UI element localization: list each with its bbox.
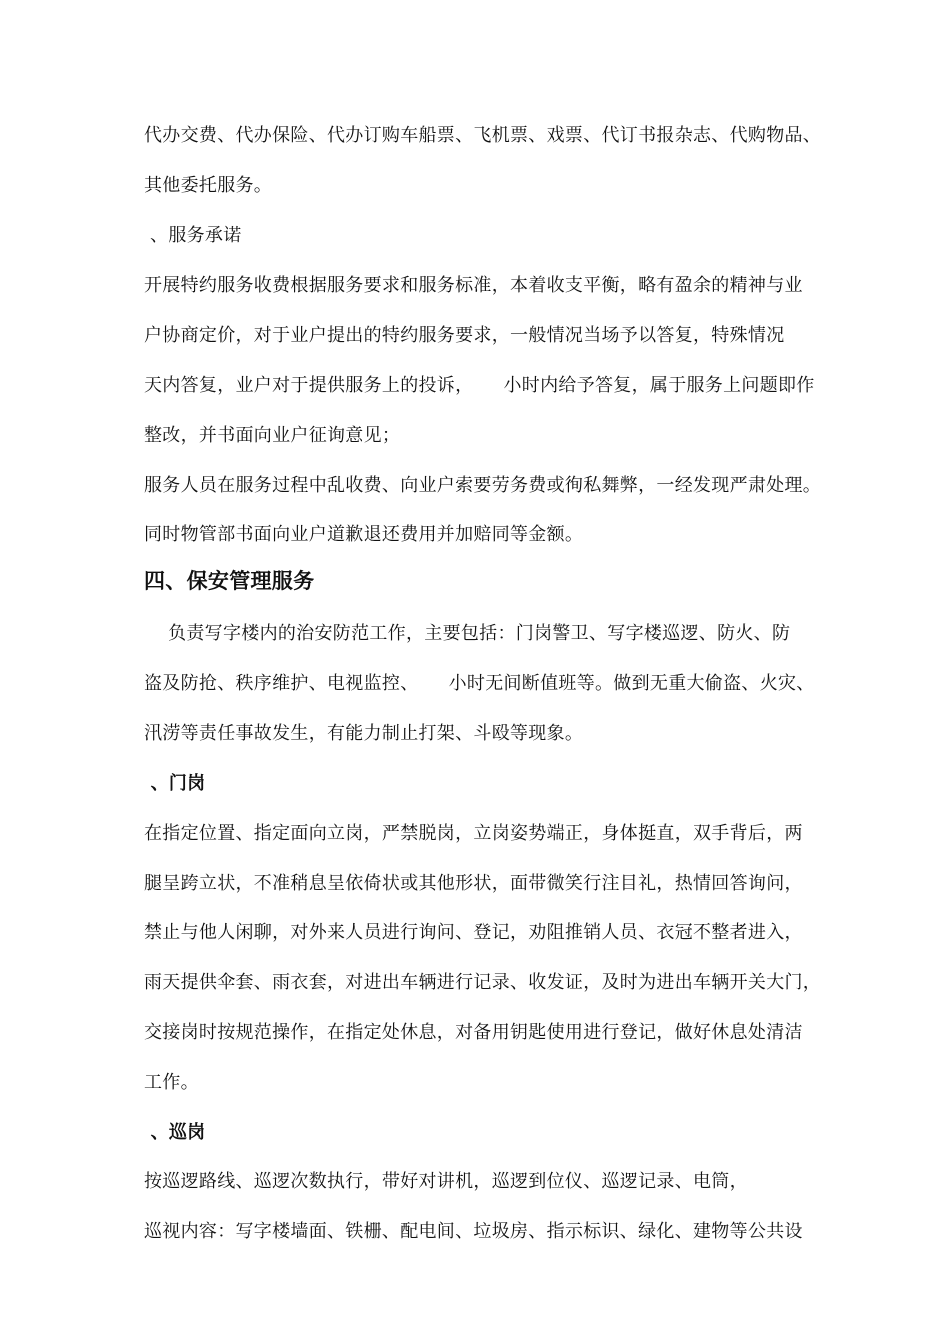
line-4: 开展特约服务收费根据服务要求和服务标准，本着收支平衡，略有盈余的精神与业 <box>144 275 803 296</box>
subsection-service-commitment: 、服务承诺 <box>144 225 242 246</box>
line-16: 腿呈跨立状，不准稍息呈依倚状或其他形状，面带微笑行注目礼，热情回答询问， <box>144 873 803 894</box>
line-5: 户协商定价，对于业户提出的特约服务要求，一般情况当场予以答复，特殊情况 <box>144 325 785 346</box>
line-23: 巡视内容：写字楼墙面、铁栅、配电间、垃圾房、指示标识、绿化、建物等公共设 <box>144 1221 803 1242</box>
line-17: 禁止与他人闲聊，对外来人员进行询问、登记，劝阻推销人员、衣冠不整者进入， <box>144 922 803 943</box>
line-11: 负责写字楼内的治安防范工作，主要包括：门岗警卫、写字楼巡逻、防火、防 <box>144 623 791 644</box>
line-1: 代办交费、代办保险、代办订购车船票、飞机票、戏票、代订书报杂志、代购物品、 <box>144 125 822 146</box>
line-6: 天内答复，业户对于提供服务上的投诉， 小时内给予答复，属于服务上问题即作 <box>144 375 815 396</box>
line-18: 雨天提供伞套、雨衣套，对进出车辆进行记录、收发证，及时为进出车辆开关大门， <box>144 972 822 993</box>
line-8: 服务人员在服务过程中乱收费、向业户索要劳务费或徇私舞弊，一经发现严肃处理。 <box>144 475 822 496</box>
line-12: 盗及防抢、秩序维护、电视监控、 小时无间断值班等。做到无重大偷盗、火灾、 <box>144 673 815 694</box>
line-7: 整改，并书面向业户征询意见； <box>144 425 401 446</box>
line-15: 在指定位置、指定面向立岗，严禁脱岗，立岗姿势端正，身体挺直，双手背后，两 <box>144 823 803 844</box>
line-13: 汛涝等责任事故发生，有能力制止打架、斗殴等现象。 <box>144 723 584 744</box>
line-19: 交接岗时按规范操作，在指定处休息，对备用钥匙使用进行登记，做好休息处清洁 <box>144 1022 803 1043</box>
line-9: 同时物管部书面向业户道歉退还费用并加赔同等金额。 <box>144 524 584 545</box>
line-22: 按巡逻路线、巡逻次数执行，带好对讲机，巡逻到位仪、巡逻记录、电筒， <box>144 1171 748 1192</box>
line-20: 工作。 <box>144 1072 199 1093</box>
section-heading-security: 四、保安管理服务 <box>144 569 315 593</box>
subsection-gate-post: 、门岗 <box>144 773 206 794</box>
line-2: 其他委托服务。 <box>144 175 273 196</box>
subsection-patrol-post: 、巡岗 <box>144 1122 206 1143</box>
